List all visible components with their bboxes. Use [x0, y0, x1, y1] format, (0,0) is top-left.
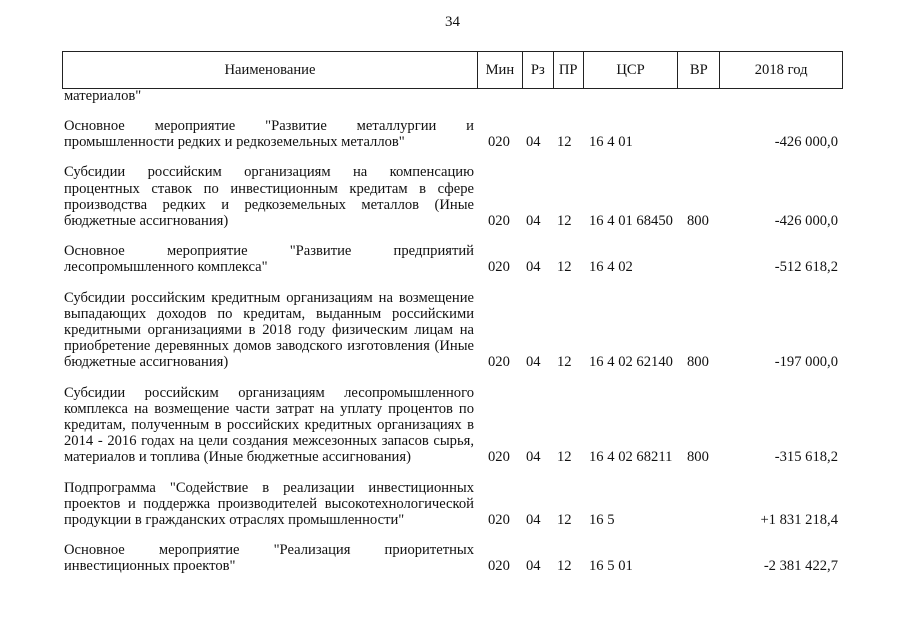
- row-target-article: 16 4 01 68450: [589, 213, 673, 230]
- row-subsection: 12: [557, 354, 572, 371]
- row-target-article: 16 4 02 68211: [589, 449, 673, 466]
- row-subsection: 12: [557, 512, 572, 529]
- row-ministry: 020: [488, 259, 510, 276]
- row-section: 04: [526, 512, 541, 529]
- row-name: Субсидии российским организациям на компенсацию процентных ставок по инвестиционным кредитам в сфере производства редких и редкоземельных металлов (Иные бюджетные ассигнования): [64, 164, 474, 230]
- table-row: [0, 164, 905, 229]
- row-subsection: 12: [557, 558, 572, 575]
- row-section: 04: [526, 134, 541, 151]
- row-name: Подпрограмма "Содействие в реализации инвестиционных проектов и поддержка производителей высокотехнологической продукции в гражданских отраслях промышленности": [64, 479, 474, 529]
- row-target-article: 16 4 02 62140: [589, 354, 673, 371]
- row-name: Основное мероприятие "Реализация приоритетных инвестиционных проектов": [64, 542, 474, 575]
- row-subsection: 12: [557, 259, 572, 276]
- header-subsection: ПР: [554, 52, 584, 88]
- row-name: Субсидии российским кредитным организациям на возмещение выпадающих доходов по кредитам, выданным российскими кредитными организациями в 2018 году физическим лицам на приобретение деревянных домов заводского изготовления (Иные бюджетные ассигнования): [64, 289, 474, 371]
- row-name: Субсидии российским организациям лесопромышленного комплекса на возмещение части затрат на уплату процентов по кредитам, полученным в российских кредитных организациях в 2014 - 2016 годах на цели создания межсезонных запасов сырья, материалов и топлива (Иные бюджетные ассигнования): [64, 384, 474, 466]
- row-target-article: 16 4 01: [589, 134, 633, 151]
- row-section: 04: [526, 354, 541, 371]
- row-section: 04: [526, 259, 541, 276]
- table-row: [0, 243, 905, 275]
- row-amount: -197 000,0: [774, 354, 838, 371]
- row-ministry: 020: [488, 213, 510, 230]
- row-name: Основное мероприятие "Развитие металлургии и промышленности редких и редкоземельных металлов": [64, 118, 474, 151]
- row-ministry: 020: [488, 354, 510, 371]
- row-ministry: 020: [488, 134, 510, 151]
- row-amount: -426 000,0: [774, 134, 838, 151]
- table-row: [0, 118, 905, 150]
- row-target-article: 16 5 01: [589, 558, 633, 575]
- row-amount: +1 831 218,4: [760, 512, 838, 529]
- row-subsection: 12: [557, 449, 572, 466]
- table-row: [0, 480, 905, 529]
- row-expense-type: 800: [687, 354, 709, 371]
- table-body: [0, 88, 905, 575]
- row-ministry: 020: [488, 512, 510, 529]
- row-subsection: 12: [557, 134, 572, 151]
- row-ministry: 020: [488, 449, 510, 466]
- row-expense-type: 800: [687, 449, 709, 466]
- row-amount: -315 618,2: [774, 449, 838, 466]
- row-target-article: 16 5: [589, 512, 615, 529]
- header-ministry: Мин: [478, 52, 523, 88]
- row-amount: -426 000,0: [774, 213, 838, 230]
- row-ministry: 020: [488, 558, 510, 575]
- table-row: [0, 542, 905, 574]
- row-section: 04: [526, 558, 541, 575]
- header-section: Рз: [523, 52, 554, 88]
- header-target-article: ЦСР: [584, 52, 679, 88]
- row-section: 04: [526, 213, 541, 230]
- row-amount: -2 381 422,7: [763, 558, 838, 575]
- table-header: [62, 51, 843, 89]
- row-section: 04: [526, 449, 541, 466]
- header-expense-type: ВР: [678, 52, 720, 88]
- row-name: Основное мероприятие "Развитие предприятий лесопромышленного комплекса": [64, 243, 474, 276]
- page-number: 34: [445, 14, 460, 30]
- row-amount: -512 618,2: [774, 259, 838, 276]
- header-year: 2018 год: [754, 61, 808, 78]
- table-row: [0, 290, 905, 371]
- row-name: материалов": [64, 88, 142, 104]
- row-expense-type: 800: [687, 213, 709, 230]
- header-name: Наименование: [63, 52, 478, 88]
- table-row: [0, 385, 905, 466]
- row-subsection: 12: [557, 213, 572, 230]
- table-row: [0, 88, 905, 105]
- row-target-article: 16 4 02: [589, 259, 633, 276]
